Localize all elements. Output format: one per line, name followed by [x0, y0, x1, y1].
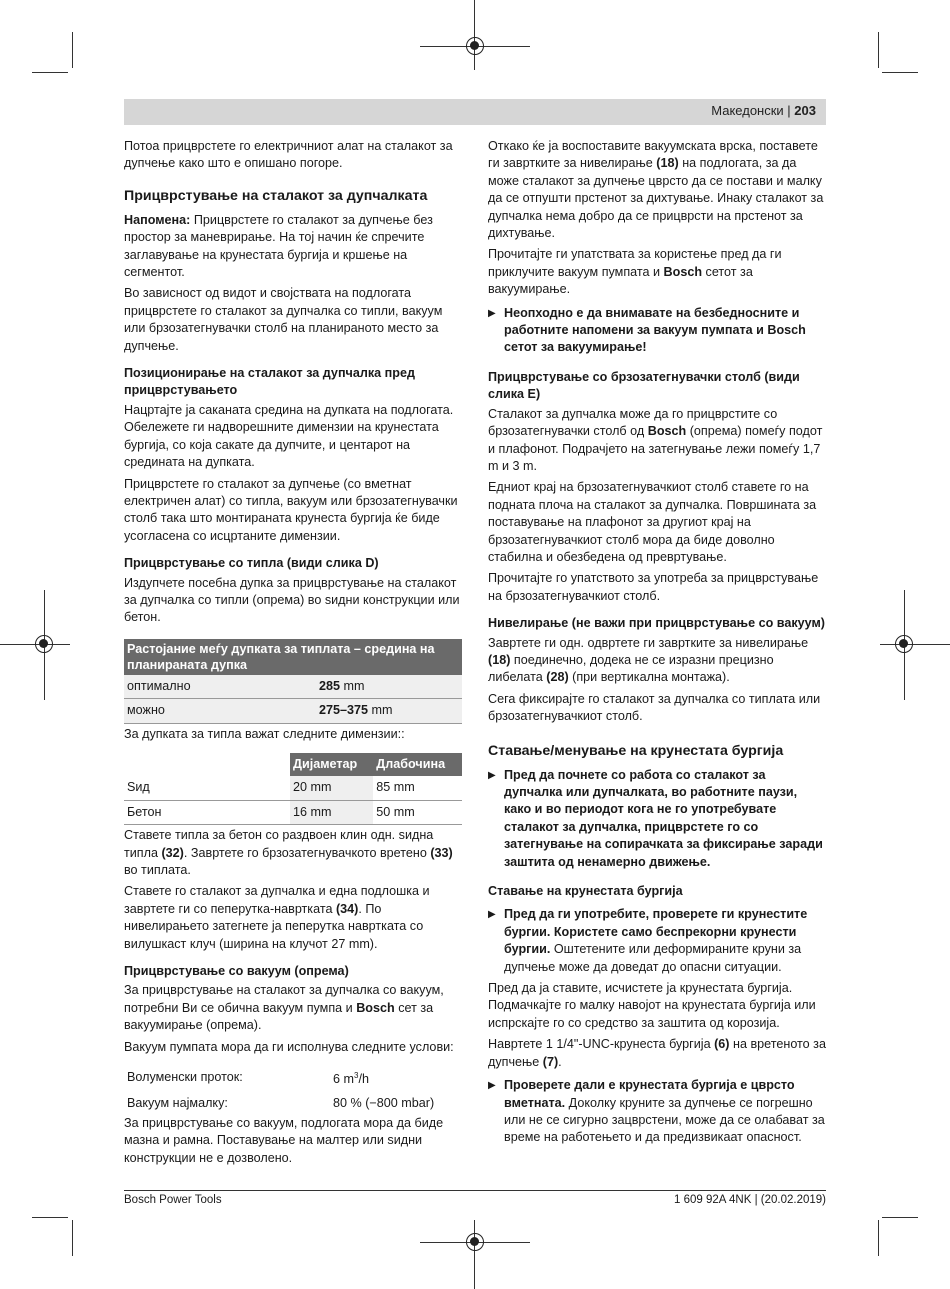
intro-paragraph: Потоа прицврстете го електричниот алат на сталакот за дупчење како што е опишано погоре. — [124, 139, 453, 171]
subheading: Позиционирање на сталакот за дупчалка пред прицврстувањето — [124, 366, 415, 398]
value-bold: 285 — [319, 678, 341, 693]
text: Ставете го сталакот за дупчалка и една подлошка и завртете ги со пеперутка-навртката — [124, 884, 430, 916]
warning-text: Пред да почнете со работа со сталакот за дупчалка или дупчалката, во работните паузи, како и во периодот кога не го употребувате сталакот за дупчалка, прицврстете го со затегнување на сопирачката за фиксирање заради заштита од ненамерно движење. — [504, 767, 823, 869]
subheading: Ставање на крунестата бургија — [488, 884, 683, 899]
ref-number: (33) — [430, 845, 453, 860]
brand: Bosch — [356, 1000, 395, 1015]
crop-mark — [878, 1220, 879, 1256]
table-cell: Бетон — [124, 800, 290, 824]
table-cell: 85 mm — [373, 776, 462, 800]
ref-number: (32) — [161, 845, 184, 860]
page-header — [124, 99, 826, 125]
vacuum-requirements-table — [124, 1064, 462, 1115]
paragraph: Вакуум пумпата мора да ги исполнува следните услови: — [124, 1039, 454, 1054]
warning-item — [488, 305, 826, 357]
crop-mark — [32, 72, 68, 73]
registration-mark-icon — [35, 635, 53, 653]
warning-normal: Доколку круните за дупчење се погрешно или не се сигурно зацврстени, може да се олабават за време на работењето и да предизвикаат опасност. — [504, 1095, 825, 1145]
table-header: Длабочина — [373, 753, 462, 776]
text: во типлата. — [124, 863, 191, 877]
value-bold: 275–375 — [319, 703, 369, 718]
page-footer — [124, 1190, 826, 1206]
table-row — [124, 675, 462, 699]
ref-number: (18) — [656, 156, 679, 171]
paragraph: Нацртајте ја саканата средина на дупката на подлогата. Обележете ги надворешните димензии на крунестата бургија, со која сакате да дупчите, и центарот на средината на дупката. — [124, 402, 454, 470]
table-row — [124, 699, 462, 723]
crop-mark — [72, 32, 73, 68]
text: Завртете ги одн. одвртете ги завртките за нивелирање — [488, 635, 809, 650]
paragraph: Едниот крај на брзозатегнувачкиот столб ставете го на подната плоча на сталакот за дупчалка. Површината за поставување на плафонот за другиот крај на брзозатегнувачкиот столб мора да биде доволно стабилна и обезбедена од превртување. — [488, 480, 817, 564]
footer-right: 1 609 92A 4NK | (20.02.2019) — [674, 1194, 826, 1206]
warning-text — [504, 1077, 826, 1147]
header-text: Македонски | 203 — [711, 103, 816, 118]
table-cell: 16 mm — [290, 800, 373, 824]
warning-bold: Проверете дали е крунестата бургија е цврсто вметната. — [504, 1078, 795, 1110]
subheading: Прицврстување со вакуум (опрема) — [124, 964, 349, 979]
ref-number: (18) — [488, 652, 511, 667]
paragraph — [488, 138, 826, 242]
table-cell: Волуменски проток: — [127, 1070, 243, 1085]
table-cell — [330, 1064, 462, 1092]
header-language: Македонски — [711, 103, 784, 118]
warning-item — [488, 906, 826, 976]
triangle-bullet-icon: ▶ — [488, 1080, 496, 1092]
value: 6 m — [333, 1072, 354, 1087]
warning-item — [488, 767, 826, 871]
note-text: Прицврстете го сталакот за дупчење без простор за маневрирање. На тој начин ќе спречите заглавување на крунестата бургија и кршење на сегментот. — [124, 212, 433, 280]
text: . По нивелирањето затегнете ја пеперутка навртката со вилушкаст клуч (ширина на клучот 27 mm). — [124, 901, 424, 951]
table-cell: 80 % (−800 mbar) — [333, 1095, 435, 1110]
paragraph — [124, 827, 462, 879]
text: сет за вакуумирање (опрема). — [124, 1000, 434, 1033]
crop-mark — [474, 0, 475, 70]
right-column — [488, 138, 826, 1151]
text: Откако ќе ја воспоставите вакуумската врска, поставете ги завртките за нивелирање — [488, 139, 818, 171]
table-cell: оптимално — [124, 675, 316, 699]
subheading: Прицврстување со типла (види слика D) — [124, 556, 379, 571]
value-unit: /h — [358, 1072, 369, 1087]
ref-number: (34) — [335, 901, 359, 916]
footer-left: Bosch Power Tools — [124, 1194, 222, 1206]
paragraph — [488, 406, 826, 476]
crop-mark — [32, 1217, 68, 1218]
text: сетот за вакуумирање. — [488, 264, 753, 297]
text: Прочитајте ги упатствата за користење пред да ги приклучите вакуум пумпата и — [488, 247, 782, 279]
table-row — [124, 1092, 462, 1115]
ref-number: (7) — [542, 1054, 559, 1069]
page-number: 203 — [794, 103, 816, 118]
crop-mark — [882, 72, 918, 73]
section-heading: Прицврстување на сталакот за дупчалката — [124, 187, 428, 204]
paragraph — [488, 635, 826, 687]
warning-item — [488, 1077, 826, 1147]
table-cell: 50 mm — [373, 800, 462, 824]
paragraph: Издупчете посебна дупка за прицврстување на сталакот за дупчалка со типли (опрема) во sидни конструкции или бетон. — [124, 575, 460, 625]
paragraph — [488, 1036, 826, 1071]
superscript: 3 — [354, 1071, 359, 1081]
warning-bold: Пред да ги употребите, проверете ги крунестите бургии. Користете само беспрекорни крунести бургии. — [504, 907, 808, 957]
subheading: Прицврстување со брзозатегнувачки столб (види слика E) — [488, 369, 800, 402]
text: . Завртете го брзозатегнувачкото вретено — [183, 845, 431, 860]
triangle-bullet-icon: ▶ — [488, 909, 496, 921]
triangle-bullet-icon: ▶ — [488, 769, 496, 781]
crop-mark — [880, 644, 950, 645]
text: Навртете 1 1/4"-UNC-крунеста бургија — [488, 1037, 715, 1052]
triangle-bullet-icon: ▶ — [488, 307, 496, 319]
paragraph: Во зависност од видот и својствата на подлогата прицврстете го сталакот за дупчалка со типли, вакуум или брзозатегнувачки столб на планираното место за дупчење. — [124, 286, 443, 353]
unit: mm — [340, 678, 365, 693]
registration-mark-icon — [466, 1233, 484, 1251]
crop-mark — [474, 1220, 475, 1289]
paragraph — [488, 246, 826, 298]
paragraph: Сега фиксирајте го сталакот за дупчалка со типлата или брзозатегнувачкиот столб. — [488, 691, 821, 724]
text: (при вертикална монтажа). — [568, 670, 730, 685]
crop-mark — [882, 1217, 918, 1218]
registration-mark-icon — [466, 37, 484, 55]
paragraph: Пред да ја ставите, исчистете ја крунестата бургија. Подмачкајте го малку навојот на крунестата бургија или испрскајте го со средство за заштита од корозија. — [488, 981, 816, 1030]
crop-mark — [878, 32, 879, 68]
text: Ставете типла за бетон со раздвоен клин одн. sидна типла — [124, 828, 434, 860]
warning-normal: Оштетените или деформираните круни за дупчење може да доведат до опасни ситуации. — [504, 942, 802, 974]
paragraph: За дупката за типла важат следните димензии:: — [124, 726, 405, 741]
table-row — [124, 800, 462, 824]
table-cell: можно — [124, 699, 316, 723]
paragraph: Прицврстете го сталакот за дупчење (со вметнат електричен алат) со типла, вакуум или брзозатегнувачки столб така што монтираната крунеста бургија ќе биде усогласена со исцртаните димензии. — [124, 476, 458, 543]
table-cell: Вакуум најмалку: — [127, 1095, 228, 1110]
brand: Bosch — [647, 424, 687, 439]
table-cell — [316, 699, 462, 723]
text: Сталакот за дупчалка може да го прицврстите со брзозатегнувачки столб од — [488, 406, 778, 439]
ref-number: (6) — [714, 1037, 730, 1052]
text: на вретеното за дупчење — [488, 1037, 826, 1069]
ref-number: (28) — [546, 670, 569, 685]
table-header-empty — [124, 753, 290, 776]
table-cell: Ѕид — [124, 776, 290, 800]
text: За прицврстување на сталакот за дупчалка со вакуум, потребни Ви се обична вакуум пумпа и — [124, 983, 444, 1015]
note-label: Напомена: — [124, 212, 191, 227]
table-cell — [316, 675, 462, 699]
paragraph: За прицврстување со вакуум, подлогата мора да биде мазна и рамна. Поставување на малтер или sидни конструкции не е дозволено. — [124, 1116, 444, 1165]
registration-mark-icon — [895, 635, 913, 653]
paragraph — [124, 883, 462, 953]
left-column — [124, 138, 462, 1171]
dowel-dimension-table — [124, 753, 462, 825]
paragraph — [124, 982, 462, 1034]
paragraph: Прочитајте го упатството за употреба за прицврстување на брзозатегнувачкиот столб. — [488, 571, 819, 603]
section-heading: Ставање/менување на крунестата бургија — [488, 742, 784, 759]
text: поединечно, додека не се изразни прецизно либелата — [488, 652, 774, 685]
text: (опрема) помеѓу подот и плафонот. Подрачјето на затегнување лежи помеѓу 1,7 m и 3 m. — [488, 424, 823, 473]
note-paragraph — [124, 212, 462, 282]
text: на подлогата, за да може сталакот за дупчење цврсто да се постави и малку да се отпушти прстенот за дихтување. Инаку сталакот за дупчалка нема добро да се прицврсти на прстенот за дихтување. — [488, 156, 824, 241]
crop-mark — [72, 1220, 73, 1256]
table-cell: 20 mm — [290, 776, 373, 800]
text: . — [558, 1054, 562, 1069]
table-header: Дијаметар — [290, 753, 373, 776]
subheading: Нивелирање (не важи при прицврстување со вакуум) — [488, 616, 825, 631]
table-header: Растојание меѓу дупката за типлата – средина на планираната дупка — [124, 639, 462, 675]
brand: Bosch — [663, 264, 703, 279]
unit: mm — [368, 703, 393, 718]
distance-table — [124, 639, 462, 724]
table-row — [124, 1064, 462, 1092]
warning-text: Неопходно е да внимавате на безбедносните и работните напомени за вакуум пумпата и Bosch сетот за вакуумирање! — [504, 305, 806, 355]
warning-text — [504, 906, 826, 976]
table-row — [124, 776, 462, 800]
